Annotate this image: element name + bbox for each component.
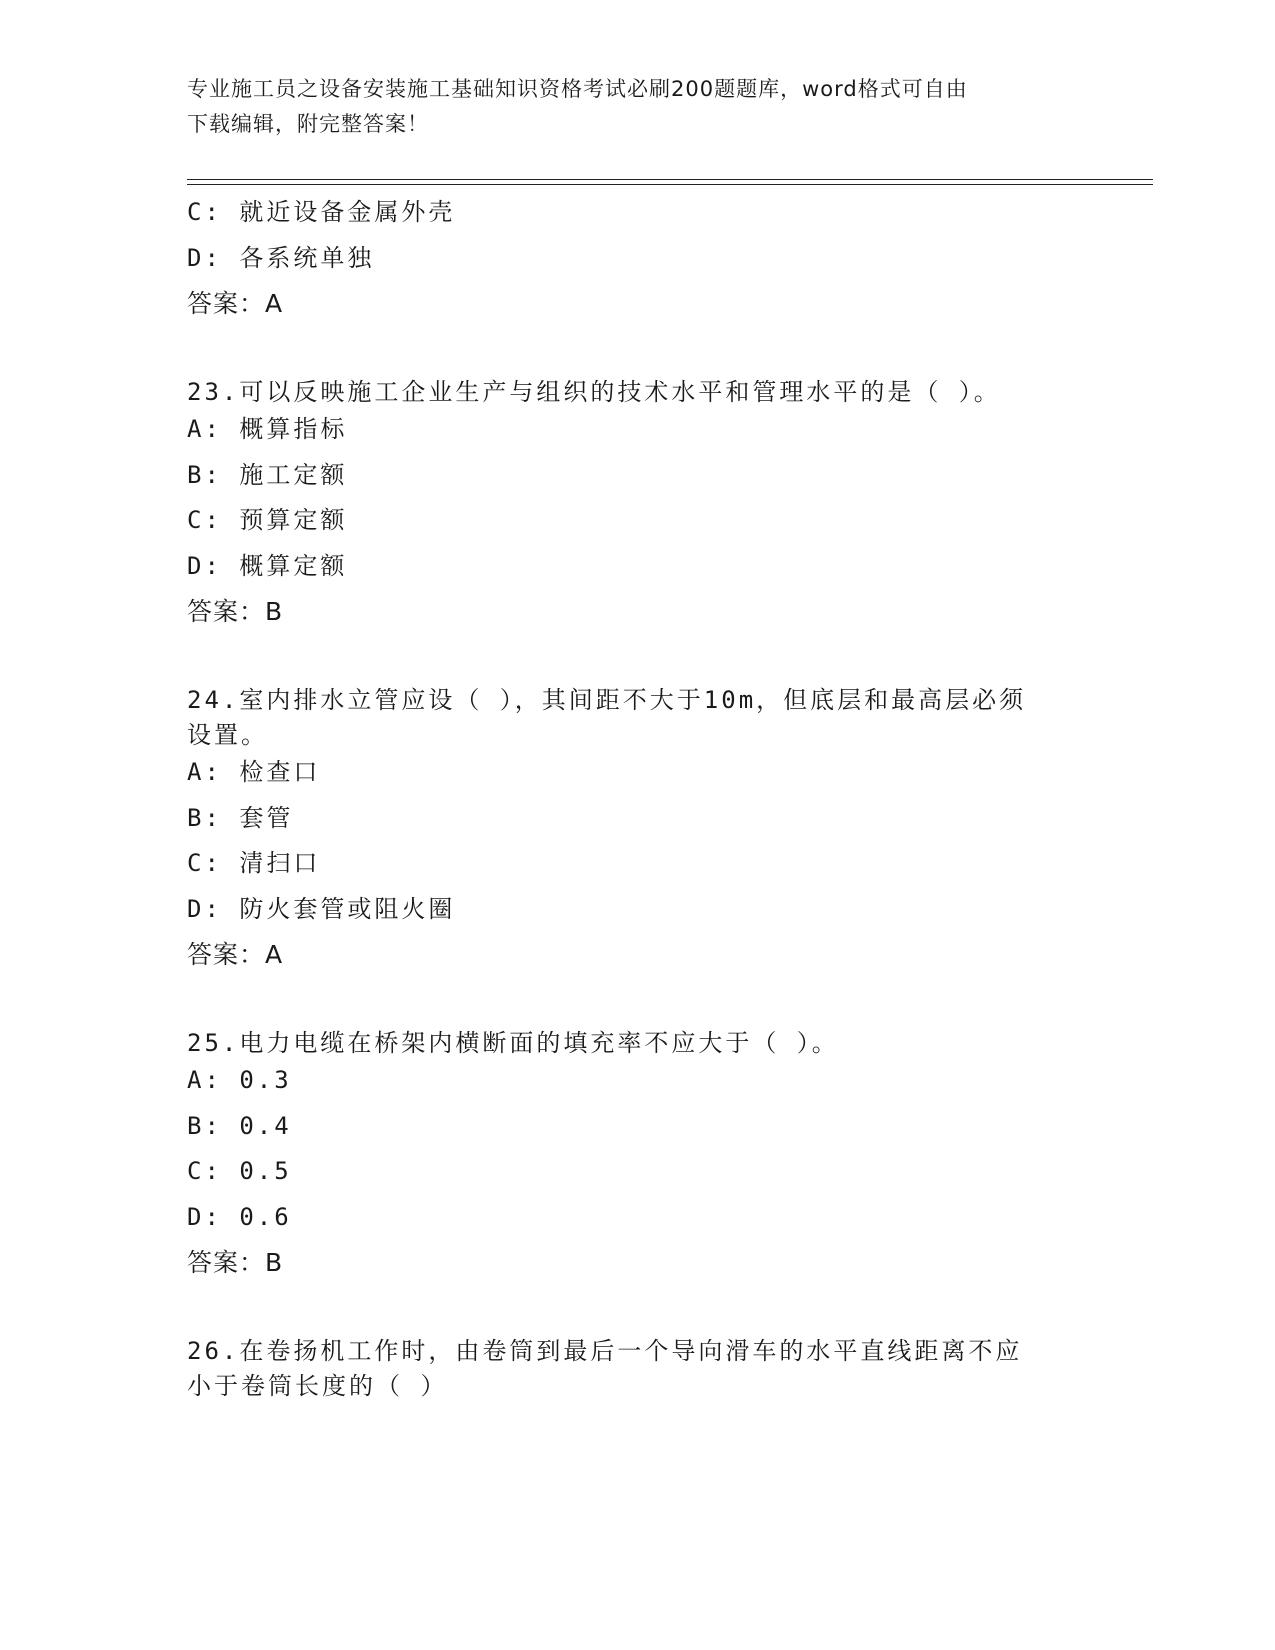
option-b: B: 套管	[187, 803, 294, 832]
question-text: 23.可以反映施工企业生产与组织的技术水平和管理水平的是（ ）。	[187, 378, 1001, 406]
answer: 答案：B	[187, 1248, 284, 1277]
question-text-line-2: 设置。	[187, 721, 268, 749]
question-text-line-1: 24.室内排水立管应设（ ），其间距不大于10m，但底层和最高层必须	[187, 686, 1027, 714]
question-list	[187, 190, 1087, 1401]
option-c: C: 预算定额	[187, 506, 348, 534]
answer: 答案：A	[187, 289, 284, 318]
option-a: A: 检查口	[187, 758, 321, 786]
option-d: D: 概算定额	[187, 551, 348, 580]
header-line-1: 专业施工员之设备安装施工基础知识资格考试必刷200题题库，word格式可自由	[187, 77, 968, 101]
option-c: C: 0.5	[187, 1157, 292, 1185]
question-text-line-1: 26.在卷扬机工作时，由卷筒到最后一个导向滑车的水平直线距离不应	[187, 1337, 1023, 1365]
option-b: B: 施工定额	[187, 460, 348, 489]
answer: 答案：A	[187, 940, 284, 969]
question-24	[187, 680, 1087, 978]
header-divider-bottom	[187, 184, 1153, 185]
question-25	[187, 1023, 1087, 1286]
option-a: A: 0.3	[187, 1066, 292, 1094]
header-divider-top	[187, 179, 1153, 180]
question-26	[187, 1331, 1087, 1401]
partial-question	[187, 190, 1087, 327]
question-23	[187, 372, 1087, 635]
answer: 答案：B	[187, 597, 284, 626]
option-b: B: 0.4	[187, 1111, 292, 1140]
question-text-line-2: 小于卷筒长度的（ ）	[187, 1372, 448, 1400]
option-d: D: 0.6	[187, 1202, 292, 1231]
header-line-2: 下载编辑，附完整答案！	[187, 112, 429, 136]
question-text: 25.电力电缆在桥架内横断面的填充率不应大于（ ）。	[187, 1029, 839, 1057]
document-header	[187, 72, 1087, 142]
option-c: C: 清扫口	[187, 849, 321, 877]
option-a: A: 概算指标	[187, 415, 348, 443]
option-c: C: 就近设备金属外壳	[187, 198, 456, 226]
option-d: D: 各系统单独	[187, 243, 375, 272]
option-d: D: 防火套管或阻火圈	[187, 894, 456, 923]
